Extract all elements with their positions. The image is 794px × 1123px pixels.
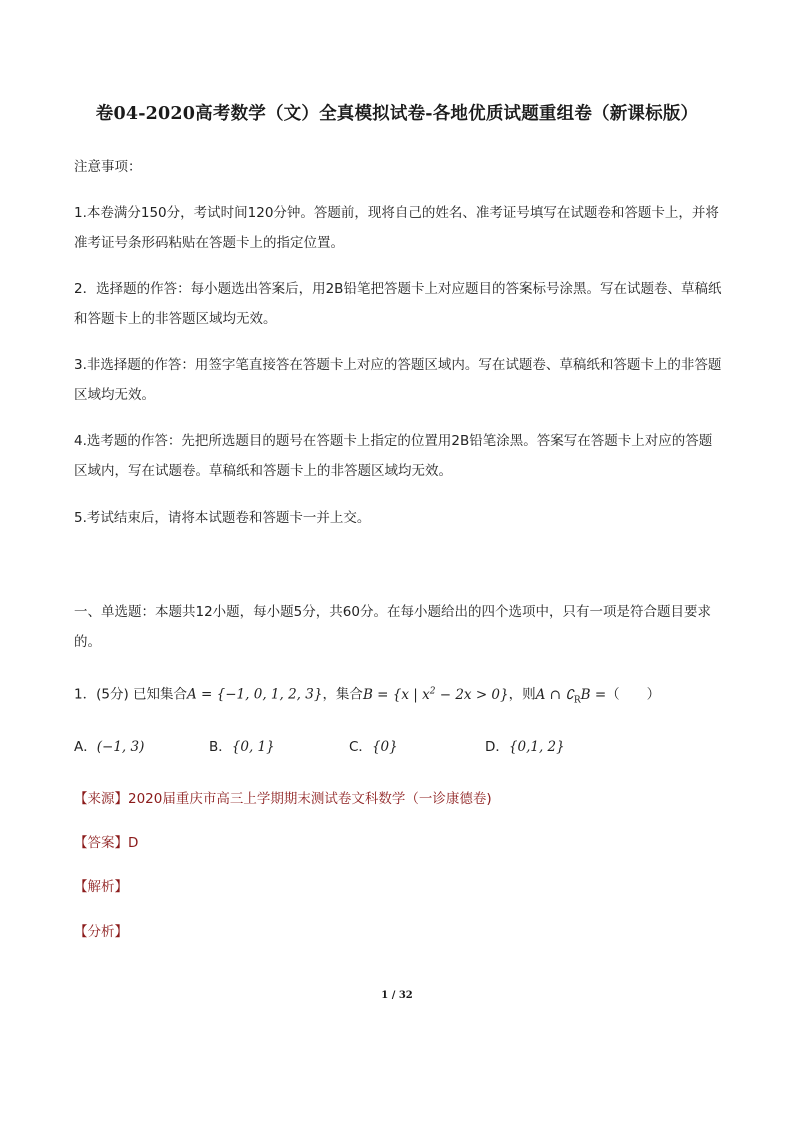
question-prefix: 1．(5分) 已知集合: [74, 686, 188, 703]
notice-item-2: 2．选择题的作答：每小题选出答案后，用2B铅笔把答题卡上对应题目的答案标号涂黑。写在试题卷、草稿纸和答题卡上的非答题区域均无效。: [74, 281, 722, 327]
page-number: 1 / 32: [381, 990, 413, 1001]
option-c: C．{0}: [349, 739, 398, 755]
answer-line: [74, 828, 724, 858]
notice-item-4: 4.选考题的作答：先把所选题目的题号在答题卡上指定的位置用2B铅笔涂黑。答案写在答题卡上对应的答题区域内，写在试题卷。草稿纸和答题卡上的非答题区域均无效。: [74, 433, 713, 479]
notice-item-3: 3.非选择题的作答：用签字笔直接答在答题卡上对应的答题区域内。写在试题卷、草稿纸和答题卡上的非答题区域均无效。: [74, 357, 722, 403]
option-b: B．{0, 1}: [209, 739, 275, 755]
notice-item-1: 1.本卷满分150分，考试时间120分钟。答题前，现将自己的姓名、准考证号填写在试题卷和答题卡上，并将准考证号条形码粘贴在答题卡上的指定位置。: [74, 205, 719, 251]
answer-value: D: [128, 835, 139, 851]
document-title: 卷04-2020高考数学（文）全真模拟试卷-各地优质试题重组卷（新课标版）: [95, 104, 699, 124]
option-d: D．{0,1, 2}: [485, 739, 565, 755]
question-expression: A ∩ $∁_RB$ =: [535, 686, 607, 706]
question-source: 【来源】2020届重庆市高三上学期期末测试卷文科数学（一诊康德卷): [74, 791, 492, 807]
set-b: B = {x | $x^2 - 2x > 0$}: [362, 686, 509, 703]
options-row: [74, 732, 724, 762]
question-1: [74, 676, 724, 715]
analysis-label: 【解析】: [74, 879, 128, 895]
set-a: A = {−1, 0, 1, 2, 3}: [187, 686, 323, 703]
answer-label: 【答案】: [74, 835, 128, 851]
notice-item-5: 5.考试结束后，请将本试题卷和答题卡一并上交。: [74, 510, 371, 526]
option-a: A．(−1, 3): [74, 739, 145, 755]
question-ask: ，则: [508, 686, 536, 703]
section-heading: 一、单选题：本题共12小题，每小题5分，共60分。在每小题给出的四个选项中，只有一项是符合题目要求的。: [74, 604, 711, 650]
fenxi-label: 【分析】: [74, 924, 128, 940]
question-mid: ，集合: [322, 686, 363, 703]
answer-blank: （ ）: [606, 686, 661, 703]
notice-heading: 注意事项：: [74, 159, 142, 175]
